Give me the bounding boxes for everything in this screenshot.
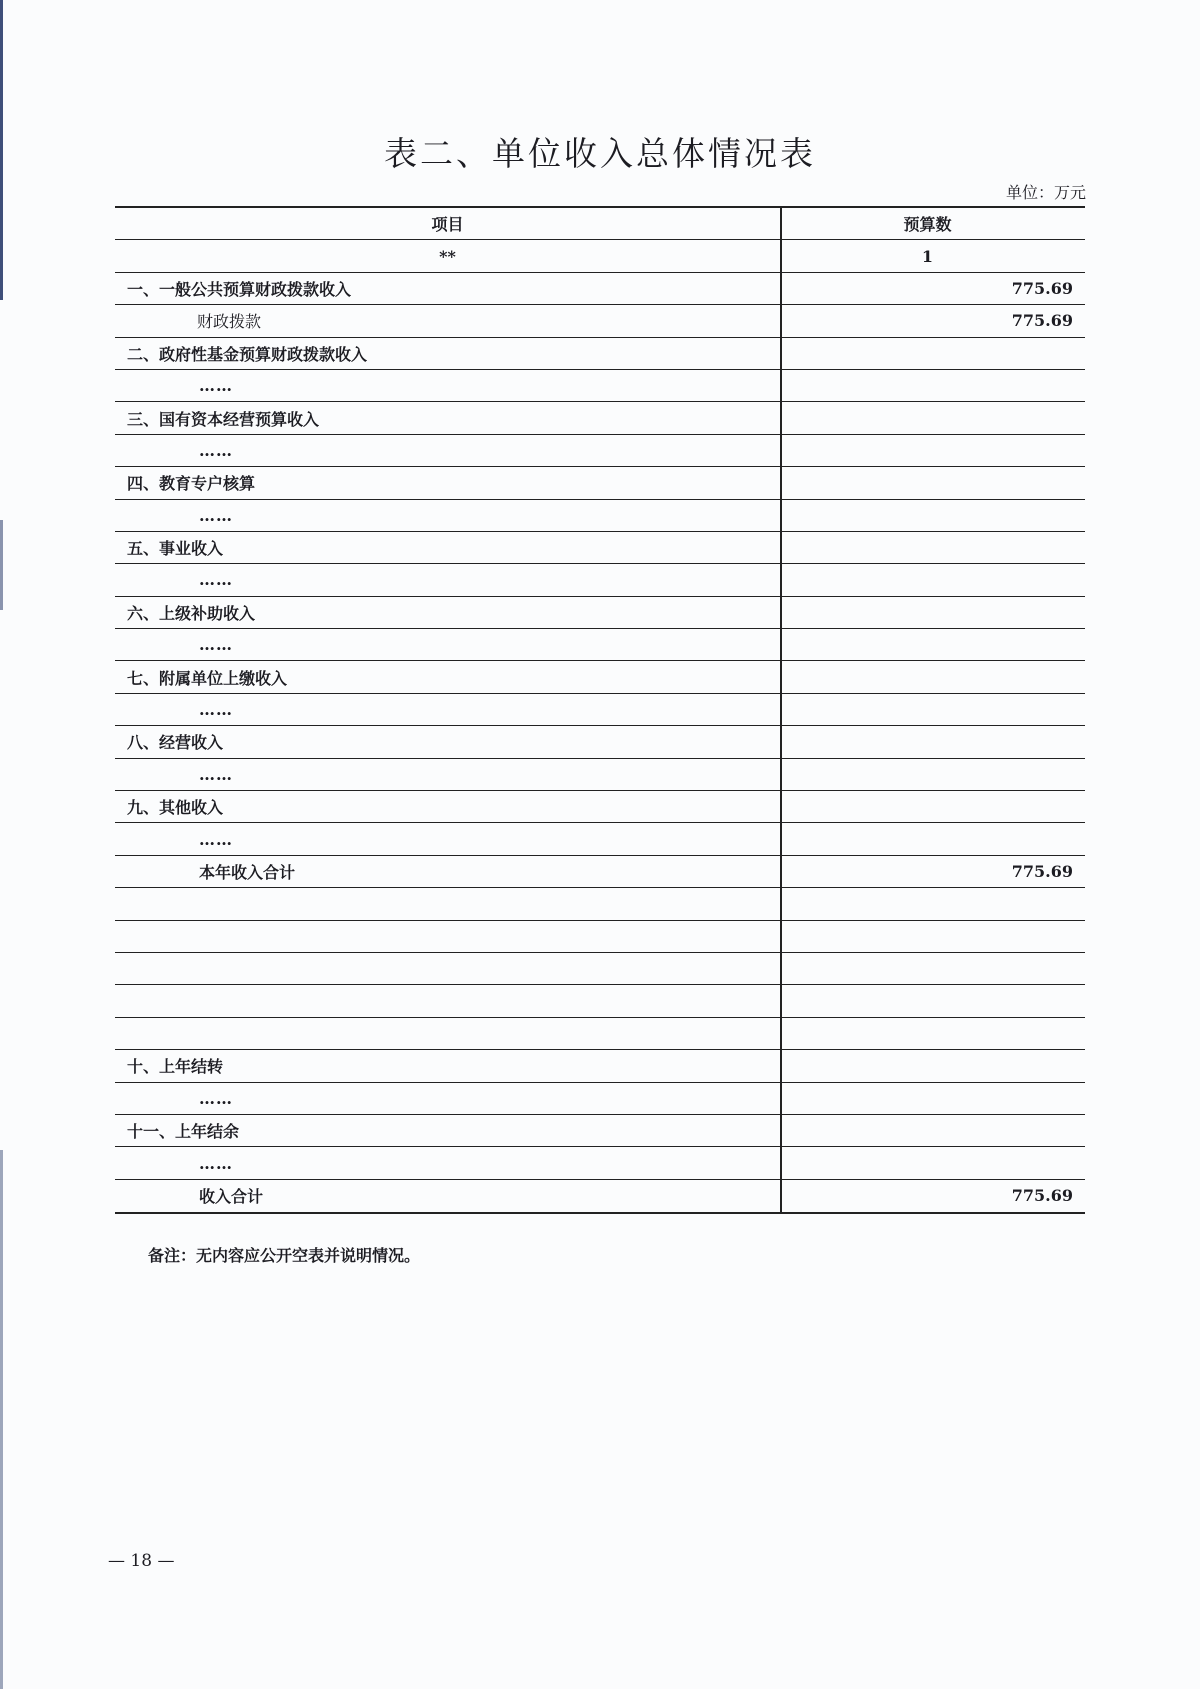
- item-cell: ……: [115, 564, 782, 595]
- item-cell: 收入合计: [115, 1180, 782, 1212]
- table-row: [115, 856, 1085, 888]
- table-body: [115, 273, 1085, 1212]
- table-row: [115, 370, 1085, 402]
- table-row: [115, 338, 1085, 370]
- item-cell: 六、上级补助收入: [115, 597, 782, 628]
- table-row: [115, 1018, 1085, 1050]
- unit-label: 单位：万元: [1005, 183, 1086, 202]
- item-cell: ……: [115, 629, 782, 660]
- table-row: [115, 953, 1085, 985]
- item-cell: [115, 953, 782, 984]
- table-row: [115, 467, 1085, 499]
- item-cell: 一、一般公共预算财政拨款收入: [115, 273, 782, 304]
- index-amount-cell: 1: [921, 246, 934, 266]
- amount-cell: [782, 1147, 1085, 1178]
- item-cell: 四、教育专户核算: [115, 467, 782, 498]
- item-cell: ……: [115, 1083, 782, 1114]
- item-cell: ……: [115, 500, 782, 531]
- amount-cell: [782, 597, 1085, 628]
- table-row: [115, 273, 1085, 305]
- item-cell: 三、国有资本经营预算收入: [115, 402, 782, 433]
- table-row: [115, 435, 1085, 467]
- item-cell: 八、经营收入: [115, 726, 782, 757]
- amount-cell: [782, 823, 1085, 854]
- item-cell: 二、政府性基金预算财政拨款收入: [115, 338, 782, 369]
- table-row: [115, 597, 1085, 629]
- item-cell: ……: [115, 1147, 782, 1178]
- amount-cell: [782, 1050, 1085, 1081]
- index-item-cell: **: [115, 240, 782, 271]
- amount-cell: [782, 1115, 1085, 1146]
- amount-cell: [782, 921, 1085, 952]
- table-row: [115, 1050, 1085, 1082]
- income-table: [115, 206, 1085, 1214]
- item-cell: 九、其他收入: [115, 791, 782, 822]
- amount-cell: 775.69: [1011, 1186, 1073, 1206]
- amount-cell: [782, 694, 1085, 725]
- item-cell: [115, 985, 782, 1016]
- amount-cell: [782, 467, 1085, 498]
- item-cell: 七、附属单位上缴收入: [115, 661, 782, 692]
- table-row: [115, 694, 1085, 726]
- amount-cell: [782, 985, 1085, 1016]
- table-row: [115, 1115, 1085, 1147]
- item-cell: [115, 888, 782, 919]
- column-header-item: 项目: [115, 208, 782, 239]
- amount-cell: 775.69: [1011, 862, 1073, 881]
- table-row: [115, 823, 1085, 855]
- amount-cell: [782, 338, 1085, 369]
- amount-cell: [782, 726, 1085, 757]
- item-cell: [115, 921, 782, 952]
- item-cell: ……: [115, 694, 782, 725]
- column-header-amount: 预算数: [903, 215, 952, 235]
- amount-cell: [782, 564, 1085, 595]
- item-cell: ……: [115, 435, 782, 466]
- table-row: [115, 500, 1085, 532]
- table-row: [115, 1180, 1085, 1212]
- amount-cell: 775.69: [1011, 311, 1073, 331]
- table-row: [115, 1147, 1085, 1179]
- table-row: [115, 921, 1085, 953]
- table-row: [115, 629, 1085, 661]
- table-row: [115, 888, 1085, 920]
- table-row: [115, 532, 1085, 564]
- page-title: 表二、单位收入总体情况表: [384, 134, 816, 173]
- table-row: [115, 402, 1085, 434]
- amount-cell: [782, 532, 1085, 563]
- table-row: [115, 564, 1085, 596]
- scan-edge: [0, 1150, 3, 1689]
- amount-cell: [782, 402, 1085, 433]
- table-row: [115, 1083, 1085, 1115]
- item-cell: ……: [115, 823, 782, 854]
- item-cell: [115, 1018, 782, 1049]
- item-cell: 十、上年结转: [115, 1050, 782, 1081]
- item-cell: 五、事业收入: [115, 532, 782, 563]
- item-cell: ……: [115, 370, 782, 401]
- page-number: — 18 —: [108, 1551, 175, 1571]
- amount-cell: [782, 953, 1085, 984]
- table-index-row: [115, 240, 1085, 272]
- table-row: [115, 985, 1085, 1017]
- table-row: [115, 305, 1085, 337]
- amount-cell: [782, 629, 1085, 660]
- table-row: [115, 759, 1085, 791]
- table-row: [115, 726, 1085, 758]
- item-cell: 财政拨款: [115, 305, 782, 336]
- amount-cell: [782, 888, 1085, 919]
- remark-note: 备注：无内容应公开空表并说明情况。: [148, 1246, 421, 1265]
- amount-cell: [782, 1018, 1085, 1049]
- amount-cell: [782, 759, 1085, 790]
- amount-cell: 775.69: [1011, 278, 1073, 298]
- item-cell: ……: [115, 759, 782, 790]
- amount-cell: [782, 500, 1085, 531]
- item-cell: 十一、上年结余: [115, 1115, 782, 1146]
- item-cell: 本年收入合计: [115, 856, 782, 887]
- table-header-row: [115, 208, 1085, 240]
- amount-cell: [782, 661, 1085, 692]
- amount-cell: [782, 1083, 1085, 1114]
- amount-cell: [782, 435, 1085, 466]
- table-row: [115, 661, 1085, 693]
- table-row: [115, 791, 1085, 823]
- amount-cell: [782, 791, 1085, 822]
- amount-cell: [782, 370, 1085, 401]
- scan-edge: [0, 520, 3, 610]
